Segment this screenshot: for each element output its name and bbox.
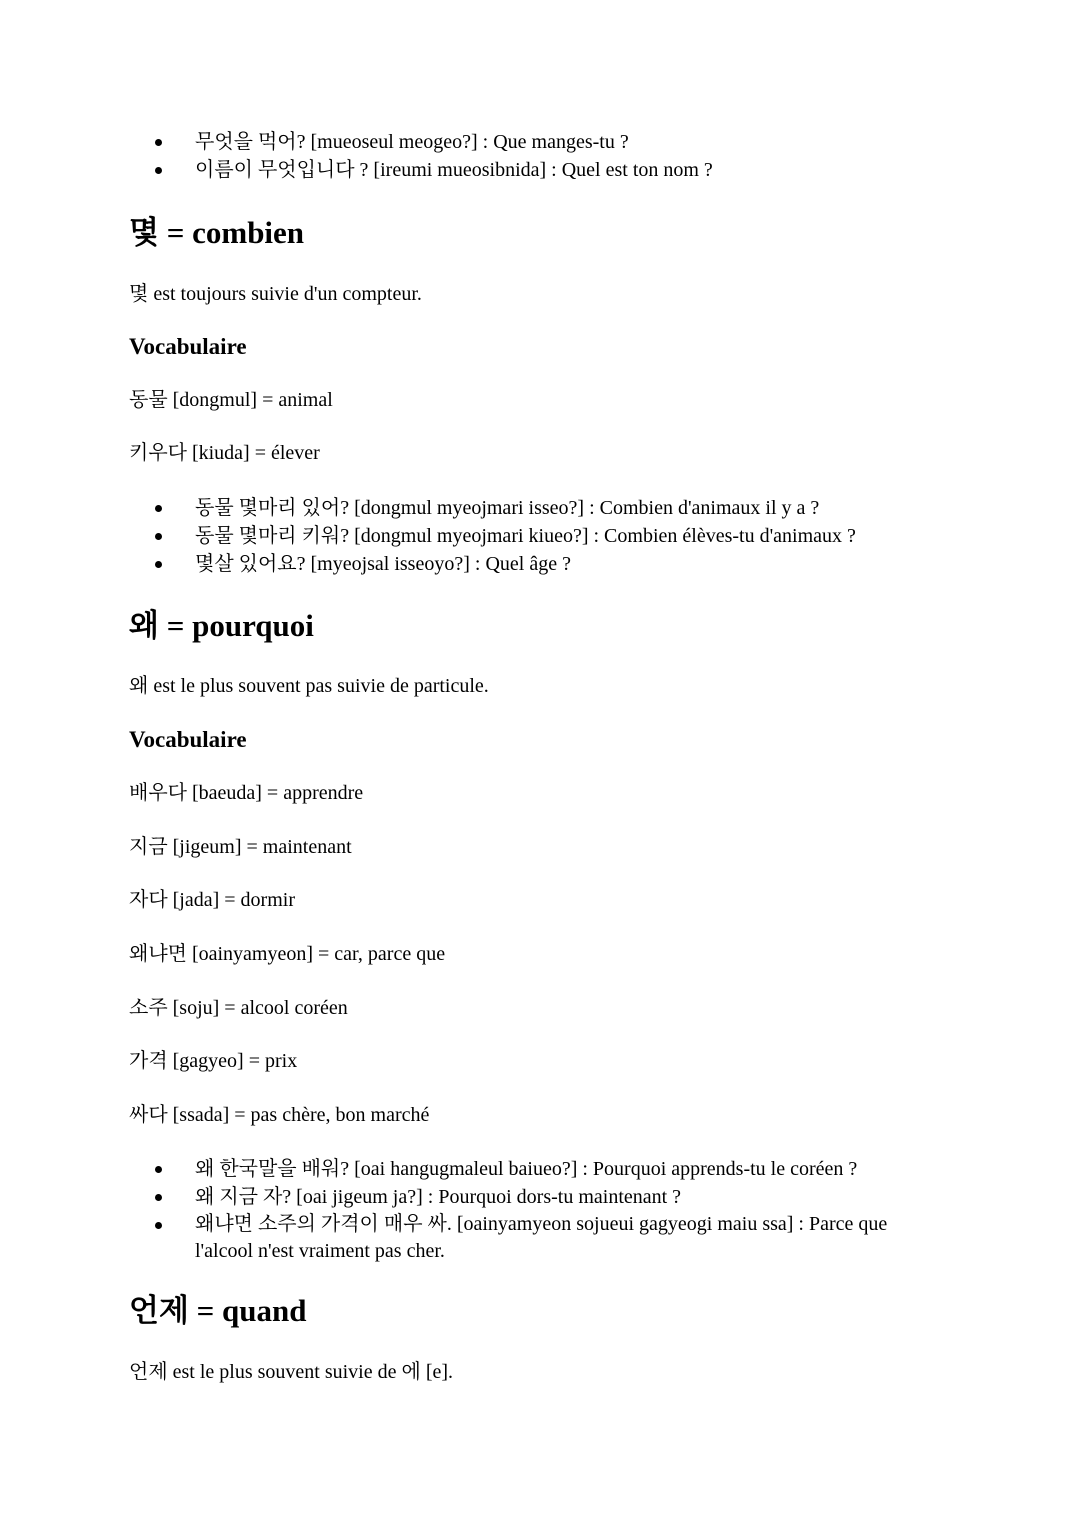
vocab-item: 싸다 [ssada] = pas chère, bon marché <box>129 1104 430 1126</box>
section-intro-pourquoi: 왜 est le plus souvent pas suivie de particule. <box>129 675 489 697</box>
bullet-icon <box>155 1166 162 1173</box>
vocab-item: 자다 [jada] = dormir <box>129 889 295 911</box>
bullet-icon <box>155 533 162 540</box>
vocab-heading-pourquoi: Vocabulaire <box>129 727 247 752</box>
list-item: 몇살 있어요? [myeojsal isseoyo?] : Quel âge ? <box>129 550 949 578</box>
vocab-item: 키우다 [kiuda] = élever <box>129 442 320 464</box>
list-item: 왜냐면 소주의 가격이 매우 싸. [oainyamyeon sojueui gagyeogi maiu ssa] : Parce que l'alcool n'est vraiment pas cher. <box>129 1211 949 1265</box>
list-item: 왜 지금 자? [oai jigeum ja?] : Pourquoi dors-tu maintenant ? <box>129 1183 949 1211</box>
section-title-pourquoi: 왜 = pourquoi <box>129 608 314 643</box>
example-list-combien <box>129 494 949 578</box>
vocab-item: 동물 [dongmul] = animal <box>129 389 333 411</box>
top-example-list <box>129 128 949 184</box>
bullet-icon <box>155 505 162 512</box>
bullet-icon <box>155 1222 162 1229</box>
vocab-item: 가격 [gagyeo] = prix <box>129 1050 298 1072</box>
vocab-item: 소주 [soju] = alcool coréen <box>129 997 348 1019</box>
vocab-item: 지금 [jigeum] = maintenant <box>129 836 352 858</box>
bullet-icon <box>155 1194 162 1201</box>
vocab-heading-combien: Vocabulaire <box>129 334 247 359</box>
bullet-icon <box>155 561 162 568</box>
list-item: 동물 몇마리 있어? [dongmul myeojmari isseo?] : Combien d'animaux il y a ? <box>129 494 949 522</box>
section-title-combien: 몇 = combien <box>129 215 305 250</box>
section-intro-combien: 몇 est toujours suivie d'un compteur. <box>129 283 422 305</box>
list-item: 이름이 무엇입니다 ? [ireumi mueosibnida] : Quel est ton nom ? <box>129 156 949 184</box>
vocab-item: 왜냐면 [oainyamyeon] = car, parce que <box>129 943 446 965</box>
list-item: 동물 몇마리 키워? [dongmul myeojmari kiueo?] : Combien élèves-tu d'animaux ? <box>129 522 949 550</box>
list-item: 무엇을 먹어? [mueoseul meogeo?] : Que manges-tu ? <box>129 128 949 156</box>
example-list-pourquoi <box>129 1155 949 1265</box>
list-item: 왜 한국말을 배워? [oai hangugmaleul baiueo?] : Pourquoi apprends-tu le coréen ? <box>129 1155 949 1183</box>
section-intro-quand: 언제 est le plus souvent suivie de 에 [e]. <box>129 1361 454 1383</box>
bullet-icon <box>155 167 162 174</box>
bullet-icon <box>155 139 162 146</box>
vocab-item: 배우다 [baeuda] = apprendre <box>129 782 364 804</box>
section-title-quand: 언제 = quand <box>129 1293 307 1328</box>
